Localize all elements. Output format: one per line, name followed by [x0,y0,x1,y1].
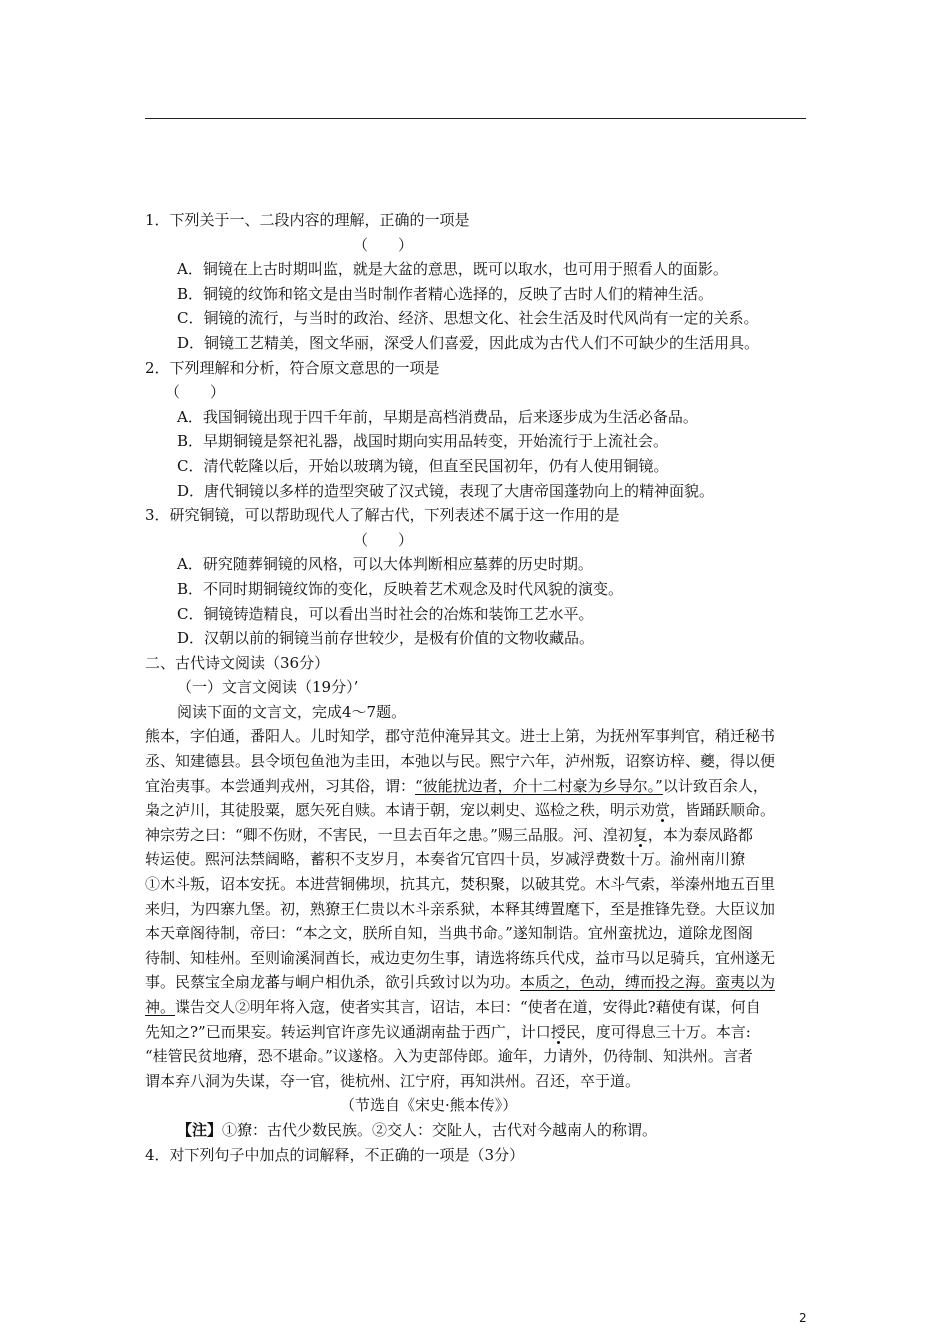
dotted-word: 授 [550,1022,566,1041]
document-body [145,208,815,1167]
q3-option-d: D．汉朝以前的铜镜当前存世较少，是极有价值的文物收藏品。 [177,629,595,648]
q3-stem: 3．研究铜镜，可以帮助现代人了解古代，下列表述不属于这一作用的是 [145,506,620,525]
q3-option-b: B．不同时期铜镜纹饰的变化，反映着艺术观念及时代风貌的演变。 [177,579,624,598]
passage-line: 熊本，字伯通，番阳人。儿时知学，郡守范仲淹异其文。进士上第，为抚州军事判官，稍迁秘书 [145,727,776,746]
passage-line [145,970,815,995]
passage-text: 神宗劳之曰：“卿不伤财，不害民，一旦去百年之患。”赐三品服。河、湟初 [145,825,633,844]
q1-answer-paren: （ ） [353,235,414,254]
footnote-text: ①獠：古代少数民族。②交人：交阯人，古代对今越南人的称谓。 [222,1120,658,1139]
q2-option-b: B．早期铜镜是祭祀礼器，战国时期向实用品转变，开始流行于上流社会。 [177,432,669,451]
passage-line [145,823,815,848]
q1-option-a: A．铜镜在上古时期叫监，就是大盆的意思，既可以取水，也可用于照看人的面影。 [177,260,728,279]
passage-line: 来归，为四寨九堡。初，熟獠王仁贵以木斗亲系狱，本释其缚置麾下，至是推锋先登。大臣议加 [145,899,776,918]
header-rule [145,118,806,119]
footnote-label: 【注】 [177,1120,223,1139]
dotted-word: 复 [632,825,648,844]
passage-text: 宜治夷事。本尝通判戎州，习其俗，谓： [145,776,416,795]
section-title: 二、古代诗文阅读（36分） [145,653,330,672]
dotted-word: 赏 [655,801,671,820]
passage-text: 民，度可得息三十万。本言: [565,1022,751,1041]
q4-stem: 4．对下列句子中加点的词解释，不正确的一项是（3分） [145,1145,525,1164]
passage-line: 待制、知桂州。至则谕溪洞酋长，戒边吏勿生事，请选将练兵代戍，益市马以足骑兵，宜州遂无 [145,948,776,967]
passage-text: 事。民蔡宝全扇龙蕃与峒户相仇杀，欲引兵致讨以为功。 [145,973,521,992]
q1-option-d: D．铜镜工艺精美，图文华丽，深受人们喜爱，因此成为古代人们不可缺少的生活用具。 [177,333,760,352]
q2-stem: 2．下列理解和分析，符合原文意思的一项是 [145,358,440,377]
passage-line: 谓本弃八洞为失谋，夺一官，徙杭州、江宁府，再知洪州。召还，卒于道。 [145,1071,641,1090]
passage-line [145,1020,815,1045]
passage-text: 谍告交人②明年将入寇，使者实其言，诏诘，本曰：“使者在道，安得此?藉使有谋，何自 [175,998,761,1016]
q2-option-c: C．清代乾隆以后，开始以玻璃为镜，但直至民国初年，仍有人使用铜镜。 [177,456,669,475]
passage-line [145,995,815,1020]
passage-line: “桂管民贫地瘠，恐不堪命。”议遂格。入为吏部侍郎。逾年，力请外，仍待制、知洪州。言者 [145,1047,753,1066]
q3-option-a: A．研究随葬铜镜的风格，可以大体判断相应墓葬的历史时期。 [177,555,593,574]
passage-text: 枭之泸川，其徒股粟，愿矢死自赎。本请于朝，宠以刺史、巡检之秩，明示劝 [145,801,656,820]
underlined-sentence: 本质之，色动，缚而投之海。蛮夷以为 [520,973,776,992]
page-number: 2 [799,1311,807,1325]
passage-text: 以计致百余人， [662,776,768,795]
footnote [145,1118,815,1143]
subsection-title: （一）文言文阅读（19分）’ [177,678,359,697]
passage-line: 转运使。熙河法禁阔略，蓄积不支岁月，本奏省冗官四十员，岁减浮费数十万。渝州南川獠 [145,850,746,869]
passage-text: ，皆踊跃顺命。 [670,801,776,820]
underlined-sentence: 神。 [145,998,176,1016]
passage-text: 先知之?”已而果妄。转运判官许彦先议通湖南盐于西广，计口 [145,1022,551,1041]
q3-answer-paren: （ ） [353,530,414,549]
reading-instruction: 阅读下面的文言文，完成4～7题。 [177,702,407,721]
passage-text: ，本为泰凤路都 [647,825,753,844]
passage-source: （节选自《宋史·熊本传》） [340,1096,518,1115]
passage-line [145,798,815,823]
q2-answer-paren: （ ） [165,383,226,402]
q2-option-d: D．唐代铜镜以多样的造型突破了汉式镜，表现了大唐帝国蓬勃向上的精神面貌。 [177,481,715,500]
passage-line: 丞、知建德县。县令顷包鱼池为圭田，本弛以与民。熙宁六年，泸州叛，诏察访梓、夔，得以便 [145,752,776,771]
q3-option-c: C．铜镜铸造精良，可以看出当时社会的冶炼和装饰工艺水平。 [177,604,594,623]
q1-option-c: C．铜镜的流行，与当时的政治、经济、思想文化、社会生活及时代风尚有一定的关系。 [177,309,759,328]
passage-line: ①木斗叛，诏本安抚。本进营铜佛坝，抗其亢，焚积聚，以破其党。木斗气索，举溱州地五百里 [145,875,776,894]
q1-stem: 1．下列关于一、二段内容的理解，正确的一项是 [145,211,470,229]
q1-option-b: B．铜镜的纹饰和铭文是由当时制作者精心选择的，反映了古时人们的精神生活。 [177,284,714,303]
q2-option-a: A．我国铜镜出现于四千年前，早期是高档消费品，后来逐步成为生活必备品。 [177,407,698,426]
underlined-sentence: “彼能扰边者，介十二村豪为乡导尔。” [415,776,663,795]
passage-line: 本天章阁待制，帝曰：“本之文，朕所自知，当典书命。”遂知制诰。宜州蛮扰边，道除龙图阁 [145,924,753,943]
passage-line [145,774,815,799]
